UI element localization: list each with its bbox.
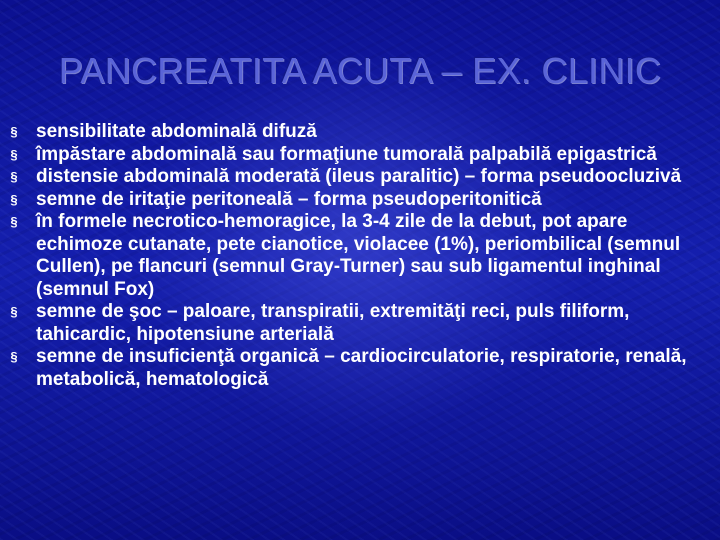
bullet-item — [8, 144, 713, 167]
bullet-text: împăstare abdominală sau formaţiune tumorală palpabilă epigastrică — [36, 143, 657, 165]
bullet-list — [8, 121, 713, 391]
bullet-text: semne de şoc – paloare, transpiratii, extremităţi reci, puls filiform, tahicardic, hipotensiune arterială — [36, 301, 630, 345]
bullet-item — [8, 166, 713, 189]
bullet-marker-icon: § — [10, 214, 18, 229]
bullet-text: în formele necrotico-hemoragice, la 3-4 zile de la debut, pot apare echimoze cutanate, pete cianotice, violacee (1%), periombilical (semnul Cullen), pe flancuri (semnul Gray-Turner) sau sub ligamentul inghinal (semnul Fox) — [36, 211, 681, 300]
slide-title: PANCREATITA ACUTA – EX. CLINIC — [58, 50, 662, 91]
bullet-text: distensie abdominală moderată (ileus paralitic) – forma pseudoocluzivă — [36, 166, 682, 187]
bullet-marker-icon: § — [10, 349, 18, 364]
bullet-item — [8, 121, 713, 144]
bullet-text: semne de iritaţie peritoneală – forma pseudoperitonitică — [36, 188, 542, 210]
bullet-text: semne de insuficienţă organică – cardiocirculatorie, respiratorie, renală, metabolică, hematologică — [36, 346, 687, 390]
bullet-item — [8, 346, 713, 391]
bullet-marker-icon: § — [10, 304, 18, 319]
bullet-item — [8, 211, 713, 301]
bullet-marker-icon: § — [10, 124, 18, 139]
bullet-text: sensibilitate abdominală difuză — [36, 121, 317, 142]
bullet-marker-icon: § — [10, 169, 18, 184]
bullet-item — [8, 189, 713, 212]
bullet-item — [8, 301, 713, 346]
bullet-marker-icon: § — [10, 146, 18, 162]
bullet-marker-icon: § — [10, 191, 18, 207]
